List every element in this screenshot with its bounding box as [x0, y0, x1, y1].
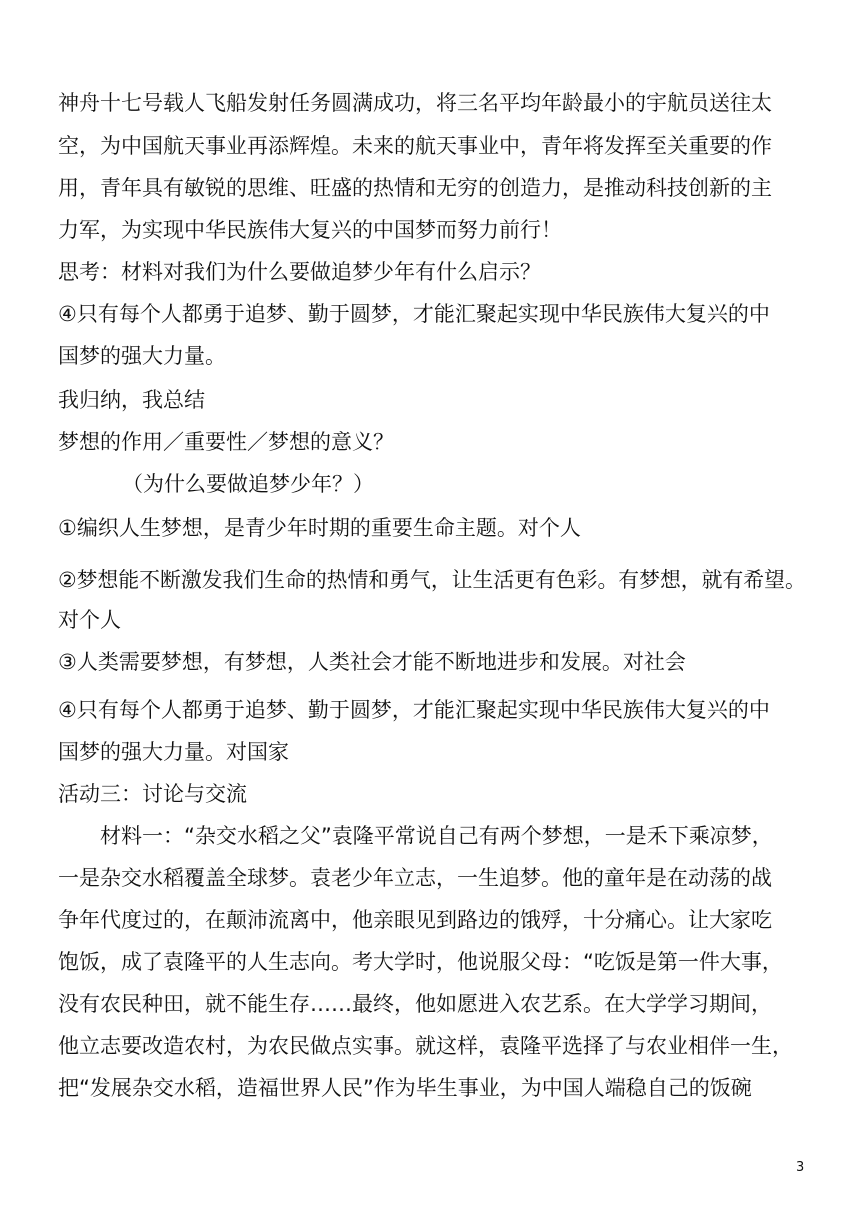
- question-line: 思考：材料对我们为什么要做追梦少年有什么启示？: [58, 260, 541, 284]
- page-number: 3: [796, 1160, 805, 1175]
- text-line: 神舟十七号载人飞船发射任务圆满成功，将三名平均年龄最小的宇航员送往太: [58, 91, 772, 115]
- text-line: 梦想的作用／重要性／梦想的意义？: [58, 430, 394, 454]
- text-line: 空，为中国航天事业再添辉煌。未来的航天事业中，青年将发挥至关重要的作: [58, 134, 772, 158]
- text-line: 国梦的强大力量。: [58, 344, 226, 368]
- text-line: 用，青年具有敏锐的思维、旺盛的热情和无穷的创造力，是推动科技创新的主: [58, 176, 772, 200]
- text-line: 没有农民种田，就不能生存……最终，他如愿进入农艺系。在大学学习期间，: [58, 992, 772, 1016]
- text-line: 争年代度过的，在颠沛流离中，他亲眼见到路边的饿殍，十分痛心。让大家吃: [58, 908, 772, 932]
- text-line: 国梦的强大力量。对国家: [58, 740, 289, 764]
- text-line: 力军，为实现中华民族伟大复兴的中国梦而努力前行！: [58, 218, 562, 242]
- text-line: 把“发展杂交水稻，造福世界人民”作为毕生事业，为中国人端稳自己的饭碗: [58, 1076, 752, 1100]
- list-item: ①编织人生梦想，是青少年时期的重要生命主题。对个人: [58, 516, 581, 540]
- text-line: 对个人: [58, 608, 121, 632]
- list-item: ④只有每个人都勇于追梦、勤于圆梦，才能汇聚起实现中华民族伟大复兴的中: [58, 698, 770, 722]
- section-heading: 我归纳，我总结: [58, 388, 205, 412]
- list-item: ③人类需要梦想，有梦想，人类社会才能不断地进步和发展。对社会: [58, 650, 686, 674]
- text-line: 一是杂交水稻覆盖全球梦。袁老少年立志，一生追梦。他的童年是在动荡的战: [58, 866, 772, 890]
- text-line: （为什么要做追梦少年？）: [122, 472, 374, 496]
- list-item: ②梦想能不断激发我们生命的热情和勇气，让生活更有色彩。有梦想，就有希望。: [58, 568, 806, 592]
- text-line: 饱饭，成了袁隆平的人生志向。考大学时，他说服父母：“吃饭是第一件大事，: [58, 950, 783, 974]
- text-line: 他立志要改造农村，为农民做点实事。就这样，袁隆平选择了与农业相伴一生，: [58, 1034, 793, 1058]
- text-line: 材料一：“杂交水稻之父”袁隆平常说自己有两个梦想，一是禾下乘凉梦，: [100, 824, 773, 848]
- text-line: ④只有每个人都勇于追梦、勤于圆梦，才能汇聚起实现中华民族伟大复兴的中: [58, 302, 770, 326]
- section-heading: 活动三：讨论与交流: [58, 782, 247, 806]
